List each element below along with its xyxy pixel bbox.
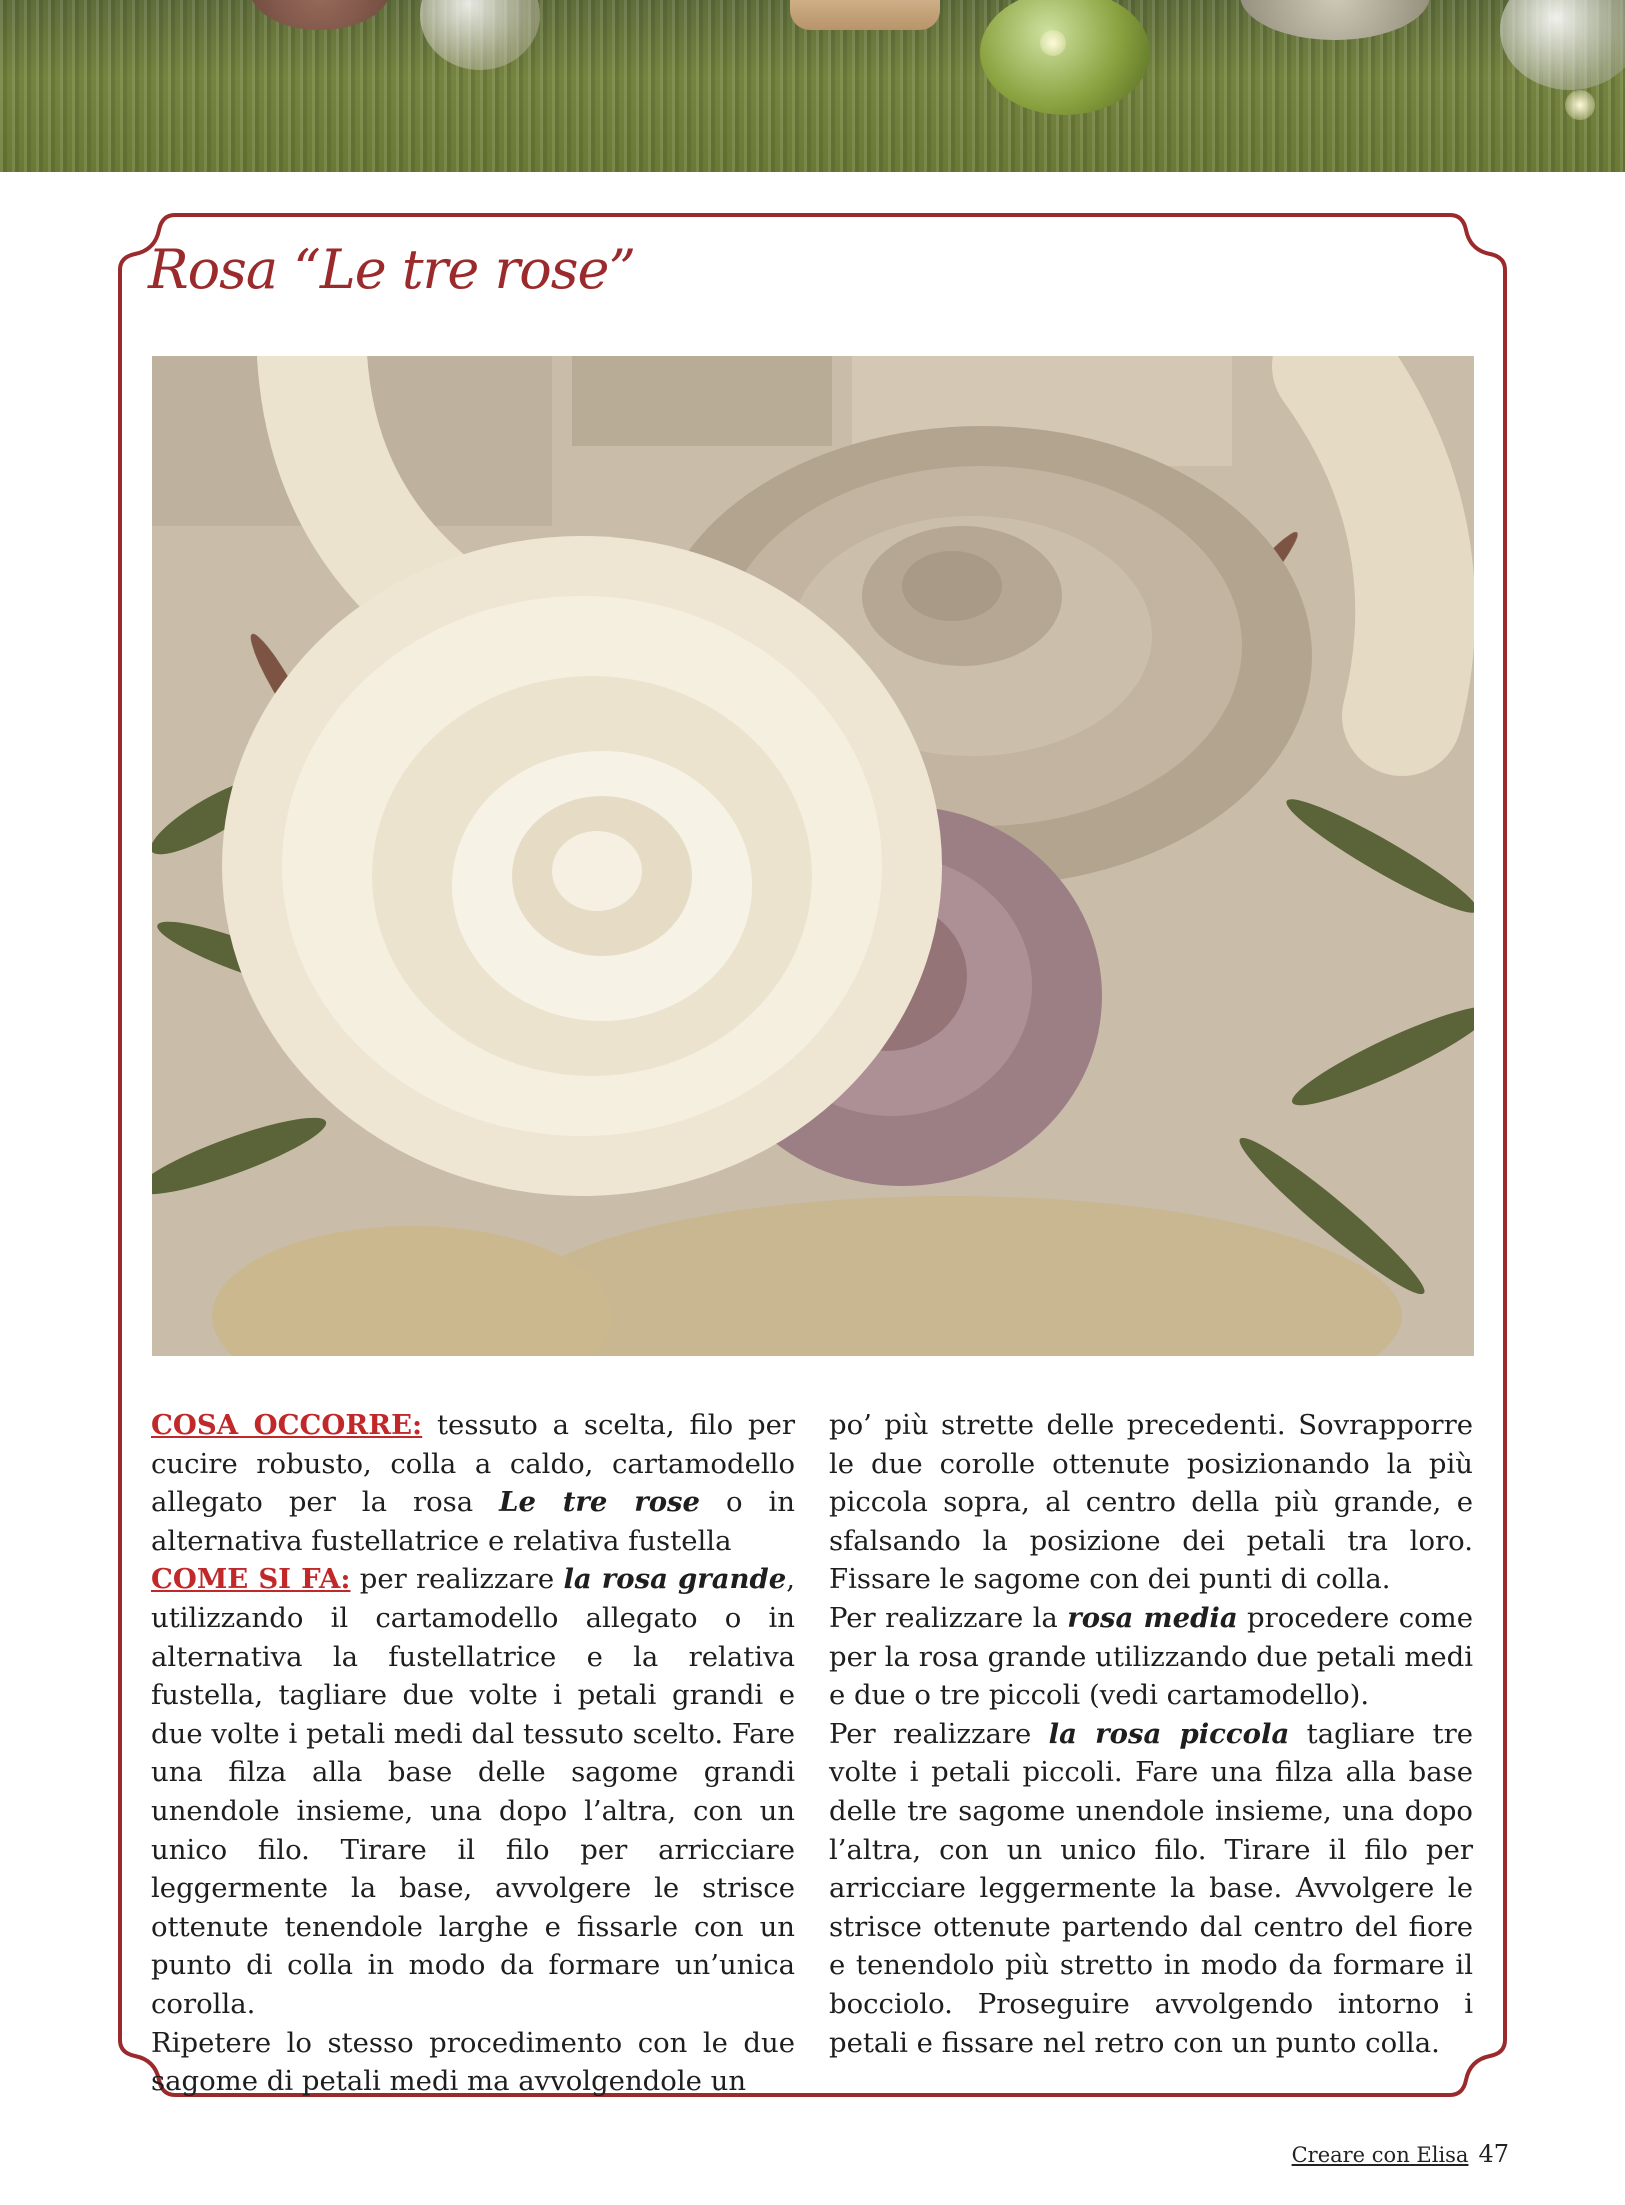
top-photo-strip — [0, 0, 1625, 172]
fabric-bundle — [250, 0, 390, 30]
small-rose-text: Per realizzare — [829, 1717, 1049, 1750]
medium-rose-paragraph — [829, 1599, 1473, 1715]
light-sparkle — [1040, 30, 1066, 56]
method-label: COME SI FA: — [151, 1563, 351, 1596]
repeat-paragraph: Ripetere lo stesso procedimento con le due sagome di petali medi ma avvolgendole un — [151, 2026, 795, 2098]
cream-rose — [222, 536, 942, 1196]
small-rose-text-end: tagliare tre volte i petali piccoli. Fare una filza alla base delle tre sagome unendole insieme, una dopo l’altra, con un unico filo. Tirare il filo per arricciare leggermente la base. Avvolgere le strisce ottenute partendo dal centro del fiore e tenendolo più stretto in modo da formare il bocciolo. Proseguire avvolgendo intorno i petali e fissare nel retro con un punto colla. — [829, 1717, 1473, 2059]
glass-ornament — [420, 0, 540, 70]
method-text-end: , utilizzando il cartamodello allegato o in alternativa la fustellatrice e la relativa fustella, tagliare due volte i petali grandi e due volte i petali medi dal tessuto scelto. Fare una filza alla base delle sagome grandi unendole insieme, una dopo l’altra, con un unico filo. Tirare il filo per arricciare leggermente la base, avvolgere le strisce ottenute tenendole larghe e fissarle con un punto di colla in modo da formare un’unica corolla. — [151, 1563, 795, 2020]
overlap-paragraph: po’ più strette delle precedenti. Sovrapporre le due corolle ottenute posizionando la più piccola sopra, al centro della più grande, e sfalsando la posizione dei petali tra loro. Fissare le sagome con dei punti di colla. — [829, 1409, 1473, 1596]
glass-ornament — [980, 0, 1150, 115]
medium-rose-text-end: procedere come per la rosa grande utilizzando due petali medi e due o tre piccoli (vedi cartamodello). — [829, 1601, 1473, 1712]
method-text: per realizzare — [350, 1563, 564, 1596]
medium-rose-text: Per realizzare la — [829, 1601, 1068, 1634]
magazine-name: Creare con Elisa — [1291, 2143, 1469, 2167]
materials-emphasis: Le tre rose — [499, 1486, 701, 1519]
wooden-spool — [790, 0, 940, 30]
instructions-right-column — [829, 1406, 1473, 2062]
instructions-left-column — [151, 1406, 795, 2101]
glass-ornament — [1500, 0, 1625, 90]
materials-paragraph — [151, 1406, 795, 1560]
materials-label: COSA OCCORRE: — [151, 1409, 423, 1441]
small-rose-emphasis: la rosa piccola — [1048, 1717, 1290, 1750]
light-sparkle — [1565, 90, 1595, 120]
fabric-bundle — [1240, 0, 1430, 40]
felt-roses-photo — [152, 356, 1474, 1356]
materials-text: tessuto a scelta, filo per cucire robusto, colla a caldo, cartamodello allegato per la rosa — [151, 1409, 795, 1519]
method-paragraph — [151, 1560, 795, 2023]
page-number: 47 — [1478, 2140, 1509, 2168]
method-emphasis: la rosa grande — [563, 1563, 787, 1596]
medium-rose-emphasis: rosa media — [1067, 1601, 1238, 1634]
small-rose-paragraph — [829, 1715, 1473, 2062]
page-title: Rosa “Le tre rose” — [148, 238, 636, 301]
materials-text-end: o in alternativa fustellatrice e relativa fustella — [151, 1486, 795, 1557]
page-footer — [1292, 2140, 1509, 2168]
felt-roses-illustration — [152, 356, 1474, 1356]
